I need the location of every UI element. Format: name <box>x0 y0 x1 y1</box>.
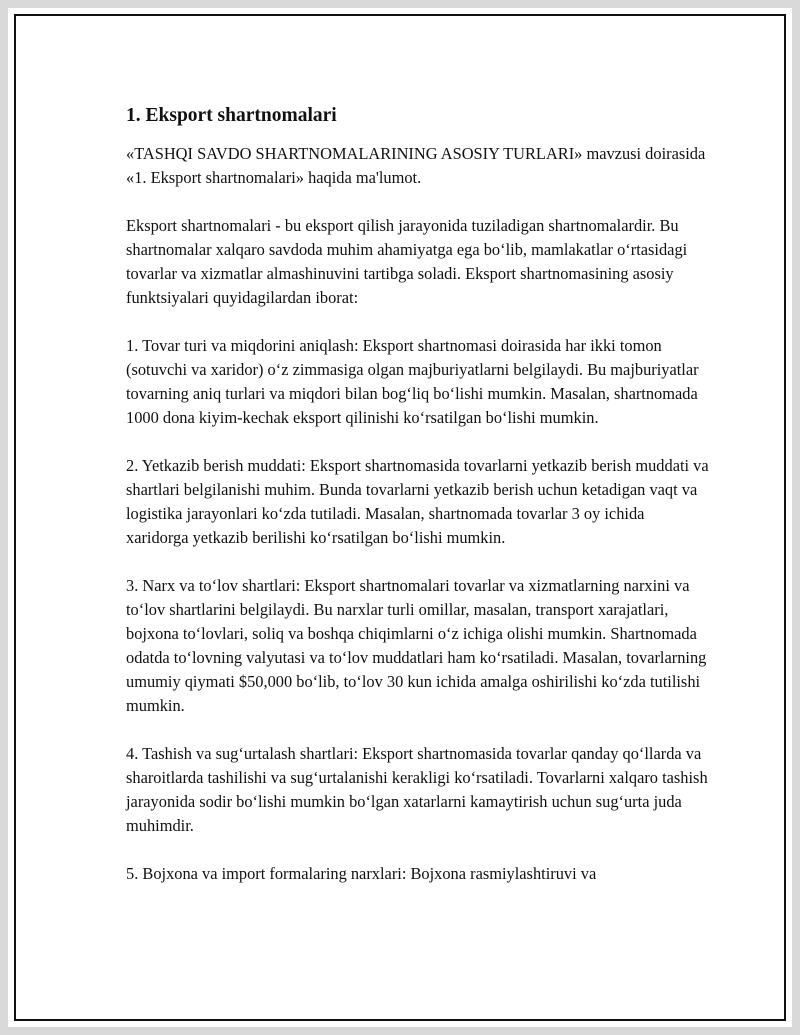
point-2-paragraph: 2. Yetkazib berish muddati: Eksport shartnomasida tovarlarni yetkazib berish muddati va shartlari belgilanishi muhim. Bunda tovarlarni yetkazib berish uchun ketadigan vaqt va logistika jarayonlari ko‘zda tutiladi. Masalan, shartnomada tovarlar 3 oy ichida xaridorga yetkazib berilishi ko‘rsatilgan bo‘lishi mumkin. <box>126 456 709 547</box>
document-heading: 1. Eksport shartnomalari <box>126 105 337 126</box>
point-3-paragraph: 3. Narx va to‘lov shartlari: Eksport shartnomalari tovarlar va xizmatlarning narxini va to‘lov shartlarini belgilaydi. Bu narxlar turli omillar, masalan, transport xarajatlari, bojxona to‘lovlari, soliq va boshqa chiqimlarni o‘z ichiga olishi mumkin. Shartnomada odatda to‘lovning valyutasi va to‘lov muddatlari ham ko‘rsatiladi. Masalan, tovarlarning umumiy qiymati $50,000 bo‘lib, to‘lov 30 kun ichida amalga oshirilishi ko‘zda tutilishi mumkin. <box>126 576 707 715</box>
point-4-paragraph: 4. Tashish va sug‘urtalash shartlari: Eksport shartnomasida tovarlar qanday qo‘llarda va sharoitlarda tashilishi va sug‘urtalanishi kerakligi ko‘rsatiladi. Tovarlarni xalqaro tashish jarayonida sodir bo‘lishi mumkin bo‘lgan xatarlarni kamaytirish uchun sug‘urta juda muhimdir. <box>126 744 708 835</box>
point-1-paragraph: 1. Tovar turi va miqdorini aniqlash: Eksport shartnomasi doirasida har ikki tomon (sotuvchi va xaridor) o‘z zimmasiga olgan majburiyatlarni belgilaydi. Bu majburiyatlar tovarning aniq turlari va miqdori bilan bog‘liq bo‘lishi mumkin. Masalan, shartnomada 1000 dona kiyim-kechak eksport qilinishi ko‘rsatilgan bo‘lishi mumkin. <box>126 336 699 427</box>
point-5-paragraph: 5. Bojxona va import formalaring narxlari: Bojxona rasmiylashtiruvi va <box>126 864 597 883</box>
document-page <box>14 14 786 1021</box>
document-content <box>126 104 711 910</box>
intro-paragraph: «TASHQI SAVDO SHARTNOMALARINING ASOSIY TURLARI» mavzusi doirasida «1. Eksport shartnomalari» haqida ma'lumot. <box>126 144 706 187</box>
definition-paragraph: Eksport shartnomalari - bu eksport qilish jarayonida tuziladigan shartnomalardir. Bu shartnomalar xalqaro savdoda muhim ahamiyatga ega bo‘lib, mamlakatlar o‘rtasidagi tovarlar va xizmatlar almashinuvini tartibga soladi. Eksport shartnomasining asosiy funktsiyalari quyidagilardan iborat: <box>126 216 688 307</box>
